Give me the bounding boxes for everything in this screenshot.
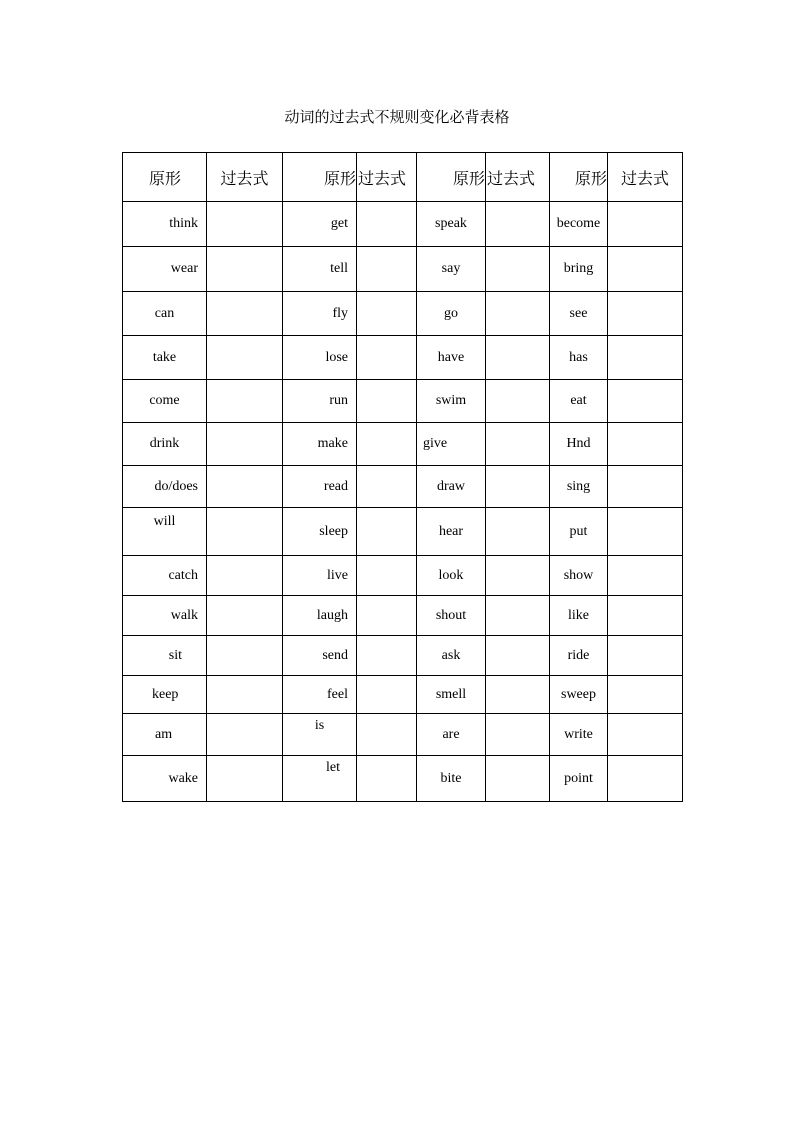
past-cell bbox=[486, 423, 550, 466]
past-cell bbox=[207, 423, 283, 466]
table-row bbox=[123, 636, 683, 676]
past-cell bbox=[357, 714, 417, 756]
header-past-1: 过去式 bbox=[207, 153, 283, 202]
base-cell: ride bbox=[550, 636, 608, 676]
base-cell: think bbox=[123, 202, 207, 247]
past-cell bbox=[608, 596, 683, 636]
past-cell bbox=[207, 714, 283, 756]
past-cell bbox=[357, 336, 417, 380]
past-cell bbox=[486, 596, 550, 636]
past-cell bbox=[486, 292, 550, 336]
past-cell bbox=[608, 380, 683, 423]
past-cell bbox=[207, 676, 283, 714]
base-cell: will bbox=[123, 508, 207, 556]
base-cell: send bbox=[283, 636, 357, 676]
base-cell: read bbox=[283, 466, 357, 508]
past-cell bbox=[357, 508, 417, 556]
past-cell bbox=[486, 508, 550, 556]
table-row bbox=[123, 756, 683, 802]
table-row bbox=[123, 714, 683, 756]
table-row bbox=[123, 292, 683, 336]
base-cell: sing bbox=[550, 466, 608, 508]
past-cell bbox=[207, 292, 283, 336]
base-cell: am bbox=[123, 714, 207, 756]
base-cell: eat bbox=[550, 380, 608, 423]
base-cell: ask bbox=[417, 636, 486, 676]
table-row bbox=[123, 508, 683, 556]
past-cell bbox=[486, 756, 550, 802]
header-base-4: 原形 bbox=[550, 153, 608, 202]
base-cell: become bbox=[550, 202, 608, 247]
past-cell bbox=[207, 596, 283, 636]
past-cell bbox=[608, 676, 683, 714]
table-row bbox=[123, 556, 683, 596]
past-cell bbox=[357, 676, 417, 714]
table-row bbox=[123, 336, 683, 380]
table-row bbox=[123, 247, 683, 292]
header-past-2: 过去式 bbox=[357, 153, 417, 202]
table-row bbox=[123, 380, 683, 423]
base-cell: make bbox=[283, 423, 357, 466]
base-cell: has bbox=[550, 336, 608, 380]
past-cell bbox=[486, 202, 550, 247]
base-cell: put bbox=[550, 508, 608, 556]
base-cell: get bbox=[283, 202, 357, 247]
past-cell bbox=[207, 247, 283, 292]
base-cell: feel bbox=[283, 676, 357, 714]
past-cell bbox=[357, 292, 417, 336]
base-cell: see bbox=[550, 292, 608, 336]
past-cell bbox=[357, 247, 417, 292]
past-cell bbox=[608, 556, 683, 596]
past-cell bbox=[486, 247, 550, 292]
header-past-3: 过去式 bbox=[486, 153, 550, 202]
past-cell bbox=[486, 556, 550, 596]
base-cell: point bbox=[550, 756, 608, 802]
base-cell: tell bbox=[283, 247, 357, 292]
past-cell bbox=[608, 423, 683, 466]
base-cell: look bbox=[417, 556, 486, 596]
base-cell: speak bbox=[417, 202, 486, 247]
past-cell bbox=[357, 556, 417, 596]
past-cell bbox=[357, 636, 417, 676]
base-cell: can bbox=[123, 292, 207, 336]
base-cell: keep bbox=[123, 676, 207, 714]
base-cell: catch bbox=[123, 556, 207, 596]
header-row bbox=[123, 153, 683, 202]
base-cell: sit bbox=[123, 636, 207, 676]
base-cell: say bbox=[417, 247, 486, 292]
past-cell bbox=[608, 756, 683, 802]
base-cell: bite bbox=[417, 756, 486, 802]
base-cell: take bbox=[123, 336, 207, 380]
past-cell bbox=[486, 380, 550, 423]
past-cell bbox=[207, 466, 283, 508]
base-cell: wake bbox=[123, 756, 207, 802]
base-cell: is bbox=[283, 714, 357, 756]
base-cell: go bbox=[417, 292, 486, 336]
base-cell: laugh bbox=[283, 596, 357, 636]
past-cell bbox=[357, 756, 417, 802]
base-cell: swim bbox=[417, 380, 486, 423]
past-cell bbox=[486, 676, 550, 714]
past-cell bbox=[357, 380, 417, 423]
base-cell: walk bbox=[123, 596, 207, 636]
past-cell bbox=[608, 202, 683, 247]
past-cell bbox=[207, 380, 283, 423]
base-cell: are bbox=[417, 714, 486, 756]
base-cell: hear bbox=[417, 508, 486, 556]
base-cell: sleep bbox=[283, 508, 357, 556]
header-past-4: 过去式 bbox=[608, 153, 683, 202]
past-cell bbox=[207, 556, 283, 596]
base-cell: show bbox=[550, 556, 608, 596]
base-cell: drink bbox=[123, 423, 207, 466]
past-cell bbox=[608, 466, 683, 508]
table-row bbox=[123, 596, 683, 636]
base-cell: wear bbox=[123, 247, 207, 292]
past-cell bbox=[357, 466, 417, 508]
base-cell: bring bbox=[550, 247, 608, 292]
base-cell: write bbox=[550, 714, 608, 756]
base-cell: smell bbox=[417, 676, 486, 714]
base-cell: like bbox=[550, 596, 608, 636]
past-cell bbox=[207, 636, 283, 676]
past-cell bbox=[207, 756, 283, 802]
past-cell bbox=[608, 247, 683, 292]
past-cell bbox=[608, 508, 683, 556]
past-cell bbox=[608, 714, 683, 756]
base-cell: shout bbox=[417, 596, 486, 636]
header-base-1: 原形 bbox=[123, 153, 207, 202]
past-cell bbox=[486, 714, 550, 756]
past-cell bbox=[486, 636, 550, 676]
verb-table bbox=[122, 152, 683, 802]
base-cell: give bbox=[417, 423, 486, 466]
past-cell bbox=[207, 202, 283, 247]
table-row bbox=[123, 202, 683, 247]
past-cell bbox=[357, 423, 417, 466]
base-cell: do/does bbox=[123, 466, 207, 508]
base-cell: come bbox=[123, 380, 207, 423]
past-cell bbox=[207, 336, 283, 380]
past-cell bbox=[207, 508, 283, 556]
base-cell: Hnd bbox=[550, 423, 608, 466]
base-cell: draw bbox=[417, 466, 486, 508]
base-cell: live bbox=[283, 556, 357, 596]
table-row bbox=[123, 466, 683, 508]
past-cell bbox=[608, 636, 683, 676]
past-cell bbox=[486, 336, 550, 380]
past-cell bbox=[486, 466, 550, 508]
header-base-2: 原形 bbox=[283, 153, 357, 202]
past-cell bbox=[357, 596, 417, 636]
page-title: 动词的过去式不规则变化必背表格 bbox=[284, 108, 510, 126]
past-cell bbox=[608, 292, 683, 336]
base-cell: fly bbox=[283, 292, 357, 336]
base-cell: have bbox=[417, 336, 486, 380]
base-cell: lose bbox=[283, 336, 357, 380]
header-base-3: 原形 bbox=[417, 153, 486, 202]
base-cell: run bbox=[283, 380, 357, 423]
base-cell: let bbox=[283, 756, 357, 802]
base-cell: sweep bbox=[550, 676, 608, 714]
table-row bbox=[123, 423, 683, 466]
past-cell bbox=[357, 202, 417, 247]
past-cell bbox=[608, 336, 683, 380]
table-row bbox=[123, 676, 683, 714]
